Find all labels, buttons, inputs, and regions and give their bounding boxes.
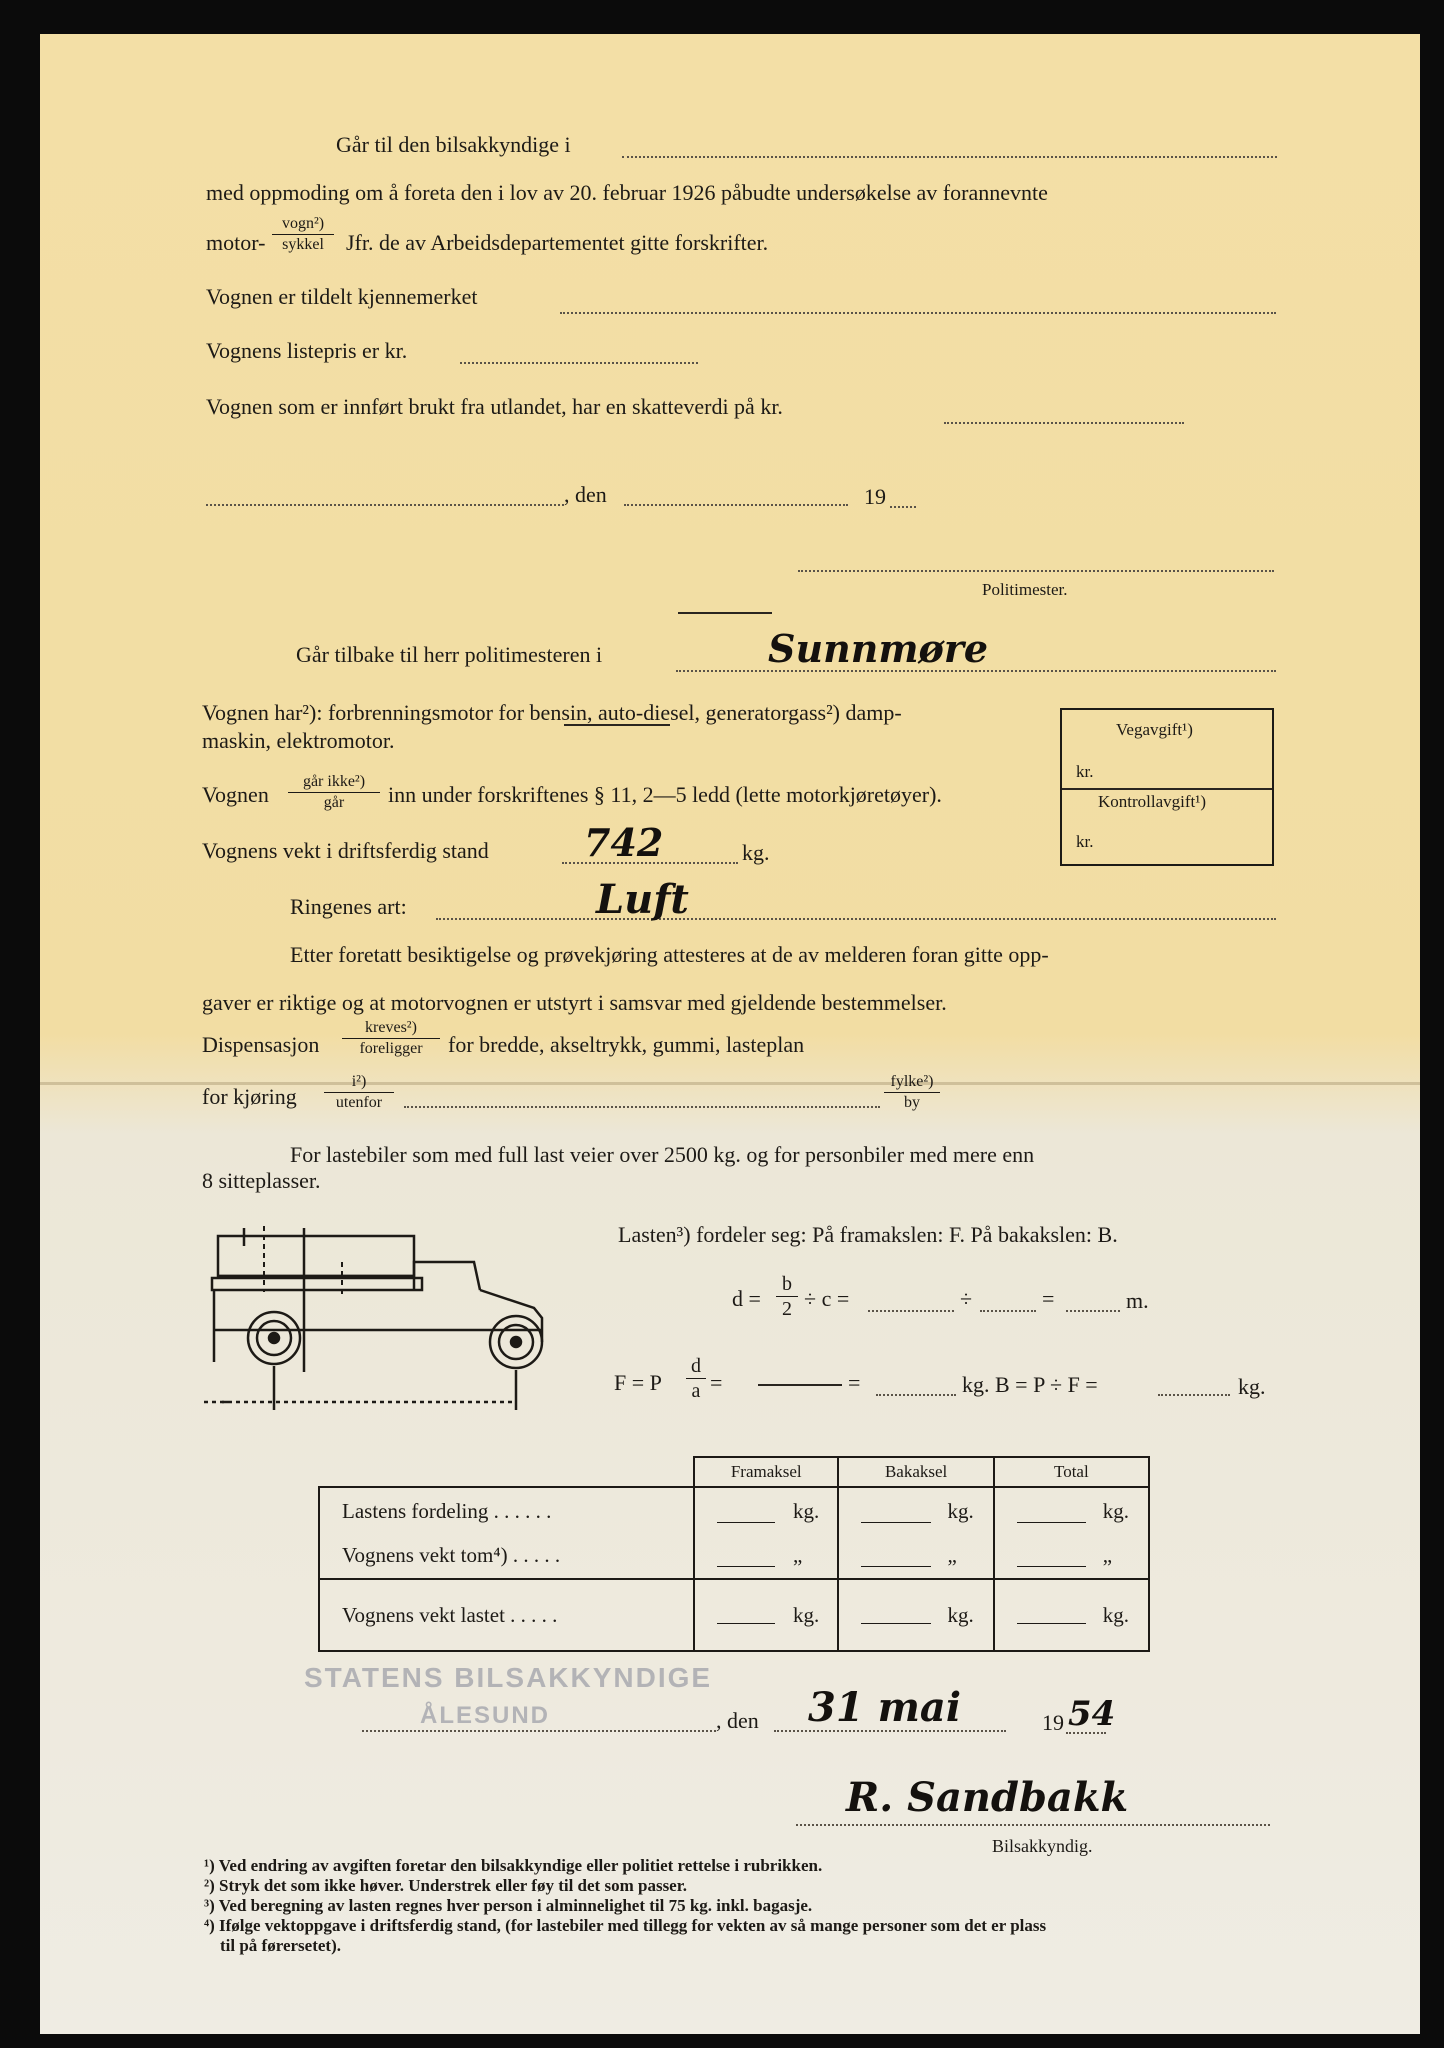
kjennemerke-label: Vognen er tildelt kjennemerket bbox=[206, 284, 478, 309]
formula-f-eq: = bbox=[710, 1370, 723, 1395]
formula-f-fraction-bar bbox=[758, 1384, 842, 1386]
gaar-til-field[interactable] bbox=[622, 156, 1277, 158]
formula-b-result[interactable] bbox=[1158, 1394, 1230, 1396]
weight-table bbox=[318, 1456, 1150, 1652]
i-utenfor-fraction: i²) utenfor bbox=[324, 1072, 394, 1113]
cell-bakaksel-lastet[interactable]: kg. bbox=[847, 1603, 984, 1628]
gaar-tilbake-label: Går tilbake til herr politimesteren i bbox=[296, 642, 603, 667]
formula-d-post: ÷ c = bbox=[804, 1286, 850, 1311]
underline-for-bensin bbox=[564, 724, 670, 726]
stamp-line-2: ÅLESUND bbox=[420, 1702, 551, 1729]
dispensasjon-suffix: for bredde, akseltrykk, gummi, lasteplan bbox=[448, 1032, 805, 1057]
year-prefix-2: 19 bbox=[1042, 1710, 1064, 1735]
attest-line-2: gaver er riktige og at motorvognen er utstyrt i samsvar med gjeldende bestemmelser. bbox=[202, 990, 947, 1015]
vognen-har-line-2: maskin, elektromotor. bbox=[202, 728, 395, 753]
listepris-label: Vognens listepris er kr. bbox=[206, 338, 408, 363]
vegavgift-label: Vegavgift¹) bbox=[1116, 720, 1193, 739]
formula-b-text: kg. B = P ÷ F = bbox=[962, 1372, 1098, 1397]
signature-field[interactable] bbox=[796, 1824, 1270, 1826]
kjennemerke-field[interactable] bbox=[560, 312, 1276, 314]
ringenes-value: Luft bbox=[596, 876, 689, 923]
kontrollavgift-label: Kontrollavgift¹) bbox=[1098, 792, 1207, 811]
forskrift-text: inn under forskriftenes § 11, 2—5 ledd (lette motorkjøretøyer). bbox=[388, 782, 942, 807]
vognen-har-line-1: Vognen har²): forbrenningsmotor for bensin, auto-diesel, generatorgass²) damp- bbox=[202, 700, 902, 725]
table-row bbox=[319, 1487, 1149, 1579]
vognen-prefix: Vognen bbox=[202, 782, 269, 807]
vekt-value: 742 bbox=[584, 820, 664, 865]
kreves-fraction: kreves²) foreligger bbox=[342, 1018, 440, 1059]
stamp-place-field[interactable] bbox=[362, 1730, 716, 1732]
separator bbox=[678, 612, 772, 614]
row-label-vekt-tom: Vognens vekt tom⁴) . . . . . bbox=[342, 1543, 561, 1567]
gaar-fraction: går ikke²) går bbox=[288, 772, 380, 813]
skatteverdi-field[interactable] bbox=[944, 422, 1184, 424]
ringenes-field[interactable] bbox=[436, 918, 1276, 920]
kjoring-field[interactable] bbox=[404, 1106, 880, 1108]
place-field[interactable] bbox=[206, 504, 564, 506]
truck-diagram bbox=[204, 1222, 574, 1418]
politimester-label: Politimester. bbox=[982, 580, 1068, 599]
formula-d-blank-2[interactable] bbox=[980, 1310, 1036, 1312]
header-total: Total bbox=[994, 1457, 1149, 1487]
signature: R. Sandbakk bbox=[846, 1774, 1129, 1821]
request-line-1: med oppmoding om å foreta den i lov av 20. februar 1926 påbudte undersøkelse av forannevnte bbox=[206, 180, 1048, 205]
formula-d-pre: d = bbox=[732, 1286, 761, 1311]
footnote-4: ⁴) Ifølge vektoppgave i driftsferdig stand, (for lastebiler med tillegg for vekten av så mange personer som det er plass bbox=[204, 1916, 1047, 1935]
row-label-lastens: Lastens fordeling . . . . . . bbox=[342, 1499, 552, 1523]
footnote-4-cont: til på førersetet). bbox=[220, 1936, 341, 1955]
formula-b-over-2: $\frac{b}{2}$ bbox=[776, 1272, 798, 1321]
ringenes-label: Ringenes art: bbox=[290, 894, 407, 919]
bilsakkyndig-label: Bilsakkyndig. bbox=[992, 1836, 1093, 1856]
cell-framaksel-vekt-tom[interactable]: „ bbox=[703, 1533, 829, 1577]
table-row bbox=[319, 1579, 1149, 1651]
skatteverdi-label: Vognen som er innført brukt fra utlandet, har en skatteverdi på kr. bbox=[206, 394, 783, 419]
vekt-label: Vognens vekt i driftsferdig stand bbox=[202, 838, 489, 863]
vegavgift-kr: kr. bbox=[1076, 762, 1094, 781]
formula-f-pre: F = P bbox=[614, 1370, 662, 1395]
cell-framaksel-lastet[interactable]: kg. bbox=[703, 1603, 829, 1628]
year-field[interactable] bbox=[890, 506, 916, 508]
year-prefix: 19 bbox=[864, 484, 886, 509]
kjoring-prefix: for kjøring bbox=[202, 1084, 297, 1109]
formula-d-result[interactable] bbox=[1066, 1310, 1120, 1312]
attest-line-1: Etter foretatt besiktigelse og prøvekjøring attesteres at de av melderen foran gitte opp- bbox=[290, 942, 1049, 967]
motor-prefix: motor- bbox=[206, 230, 266, 255]
lastebil-line-2: 8 sitteplasser. bbox=[202, 1168, 321, 1193]
formula-div-sign: ÷ bbox=[960, 1286, 973, 1311]
cell-total-lastet[interactable]: kg. bbox=[1003, 1603, 1140, 1628]
cell-framaksel-lastens[interactable]: kg. bbox=[703, 1489, 829, 1533]
avgift-box-divider bbox=[1062, 788, 1272, 790]
header-bakaksel: Bakaksel bbox=[838, 1457, 993, 1487]
gaar-tilbake-value: Sunnmøre bbox=[768, 626, 989, 671]
row-label-vekt-lastet: Vognens vekt lastet . . . . . bbox=[319, 1579, 694, 1651]
footnote-2: ²) Stryk det som ikke høver. Understrek eller føy til det som passer. bbox=[204, 1876, 687, 1895]
cell-total-lastens[interactable]: kg. bbox=[1003, 1489, 1140, 1533]
formula-d-over-a: $\frac{d}{a}$ bbox=[686, 1354, 706, 1403]
formula-eq-sign: = bbox=[1042, 1286, 1055, 1311]
date-value: 31 mai bbox=[808, 1684, 962, 1731]
header-framaksel: Framaksel bbox=[694, 1457, 838, 1487]
cell-total-vekt-tom[interactable]: „ bbox=[1003, 1533, 1140, 1577]
listepris-field[interactable] bbox=[460, 362, 698, 364]
fylke-by-fraction: fylke²) by bbox=[884, 1072, 940, 1113]
politimester-signature-field[interactable] bbox=[798, 570, 1274, 572]
gaar-til-label: Går til den bilsakkyndige i bbox=[336, 132, 571, 157]
request-line-2: Jfr. de av Arbeidsdepartementet gitte forskrifter. bbox=[346, 230, 769, 255]
formula-m-unit: m. bbox=[1126, 1288, 1149, 1313]
vogn-sykkel-fraction: vogn²) sykkel bbox=[272, 214, 334, 255]
year-value: 54 bbox=[1068, 1694, 1116, 1734]
dispensasjon-prefix: Dispensasjon bbox=[202, 1032, 320, 1057]
lastebil-line-1: For lastebiler som med full last veier over 2500 kg. og for personbiler med mere enn bbox=[290, 1142, 1035, 1167]
formula-f-eq-2: = bbox=[848, 1370, 861, 1395]
kontrollavgift-kr: kr. bbox=[1076, 832, 1094, 851]
formula-f-result[interactable] bbox=[876, 1394, 956, 1396]
formula-kg-unit: kg. bbox=[1238, 1374, 1266, 1399]
den-label: , den bbox=[564, 482, 607, 507]
stamp-line-1: STATENS BILSAKKYNDIGE bbox=[304, 1662, 713, 1693]
date-field[interactable] bbox=[624, 504, 848, 506]
lasten-text: Lasten³) fordeler seg: På framakslen: F. På bakakslen: B. bbox=[618, 1222, 1118, 1247]
den-label-2: , den bbox=[716, 1708, 759, 1733]
formula-d-blank-1[interactable] bbox=[868, 1310, 954, 1312]
footnote-3: ³) Ved beregning av lasten regnes hver person i alminnelighet til 75 kg. inkl. bagasje. bbox=[204, 1896, 813, 1915]
cell-bakaksel-lastens[interactable]: kg. bbox=[847, 1489, 984, 1533]
avgift-box bbox=[1060, 708, 1274, 866]
cell-bakaksel-vekt-tom[interactable]: „ bbox=[847, 1533, 984, 1577]
vekt-unit: kg. bbox=[742, 840, 770, 865]
footnote-1: ¹) Ved endring av avgiften foretar den bilsakkyndige eller politiet rettelse i rubrikken. bbox=[204, 1856, 823, 1875]
